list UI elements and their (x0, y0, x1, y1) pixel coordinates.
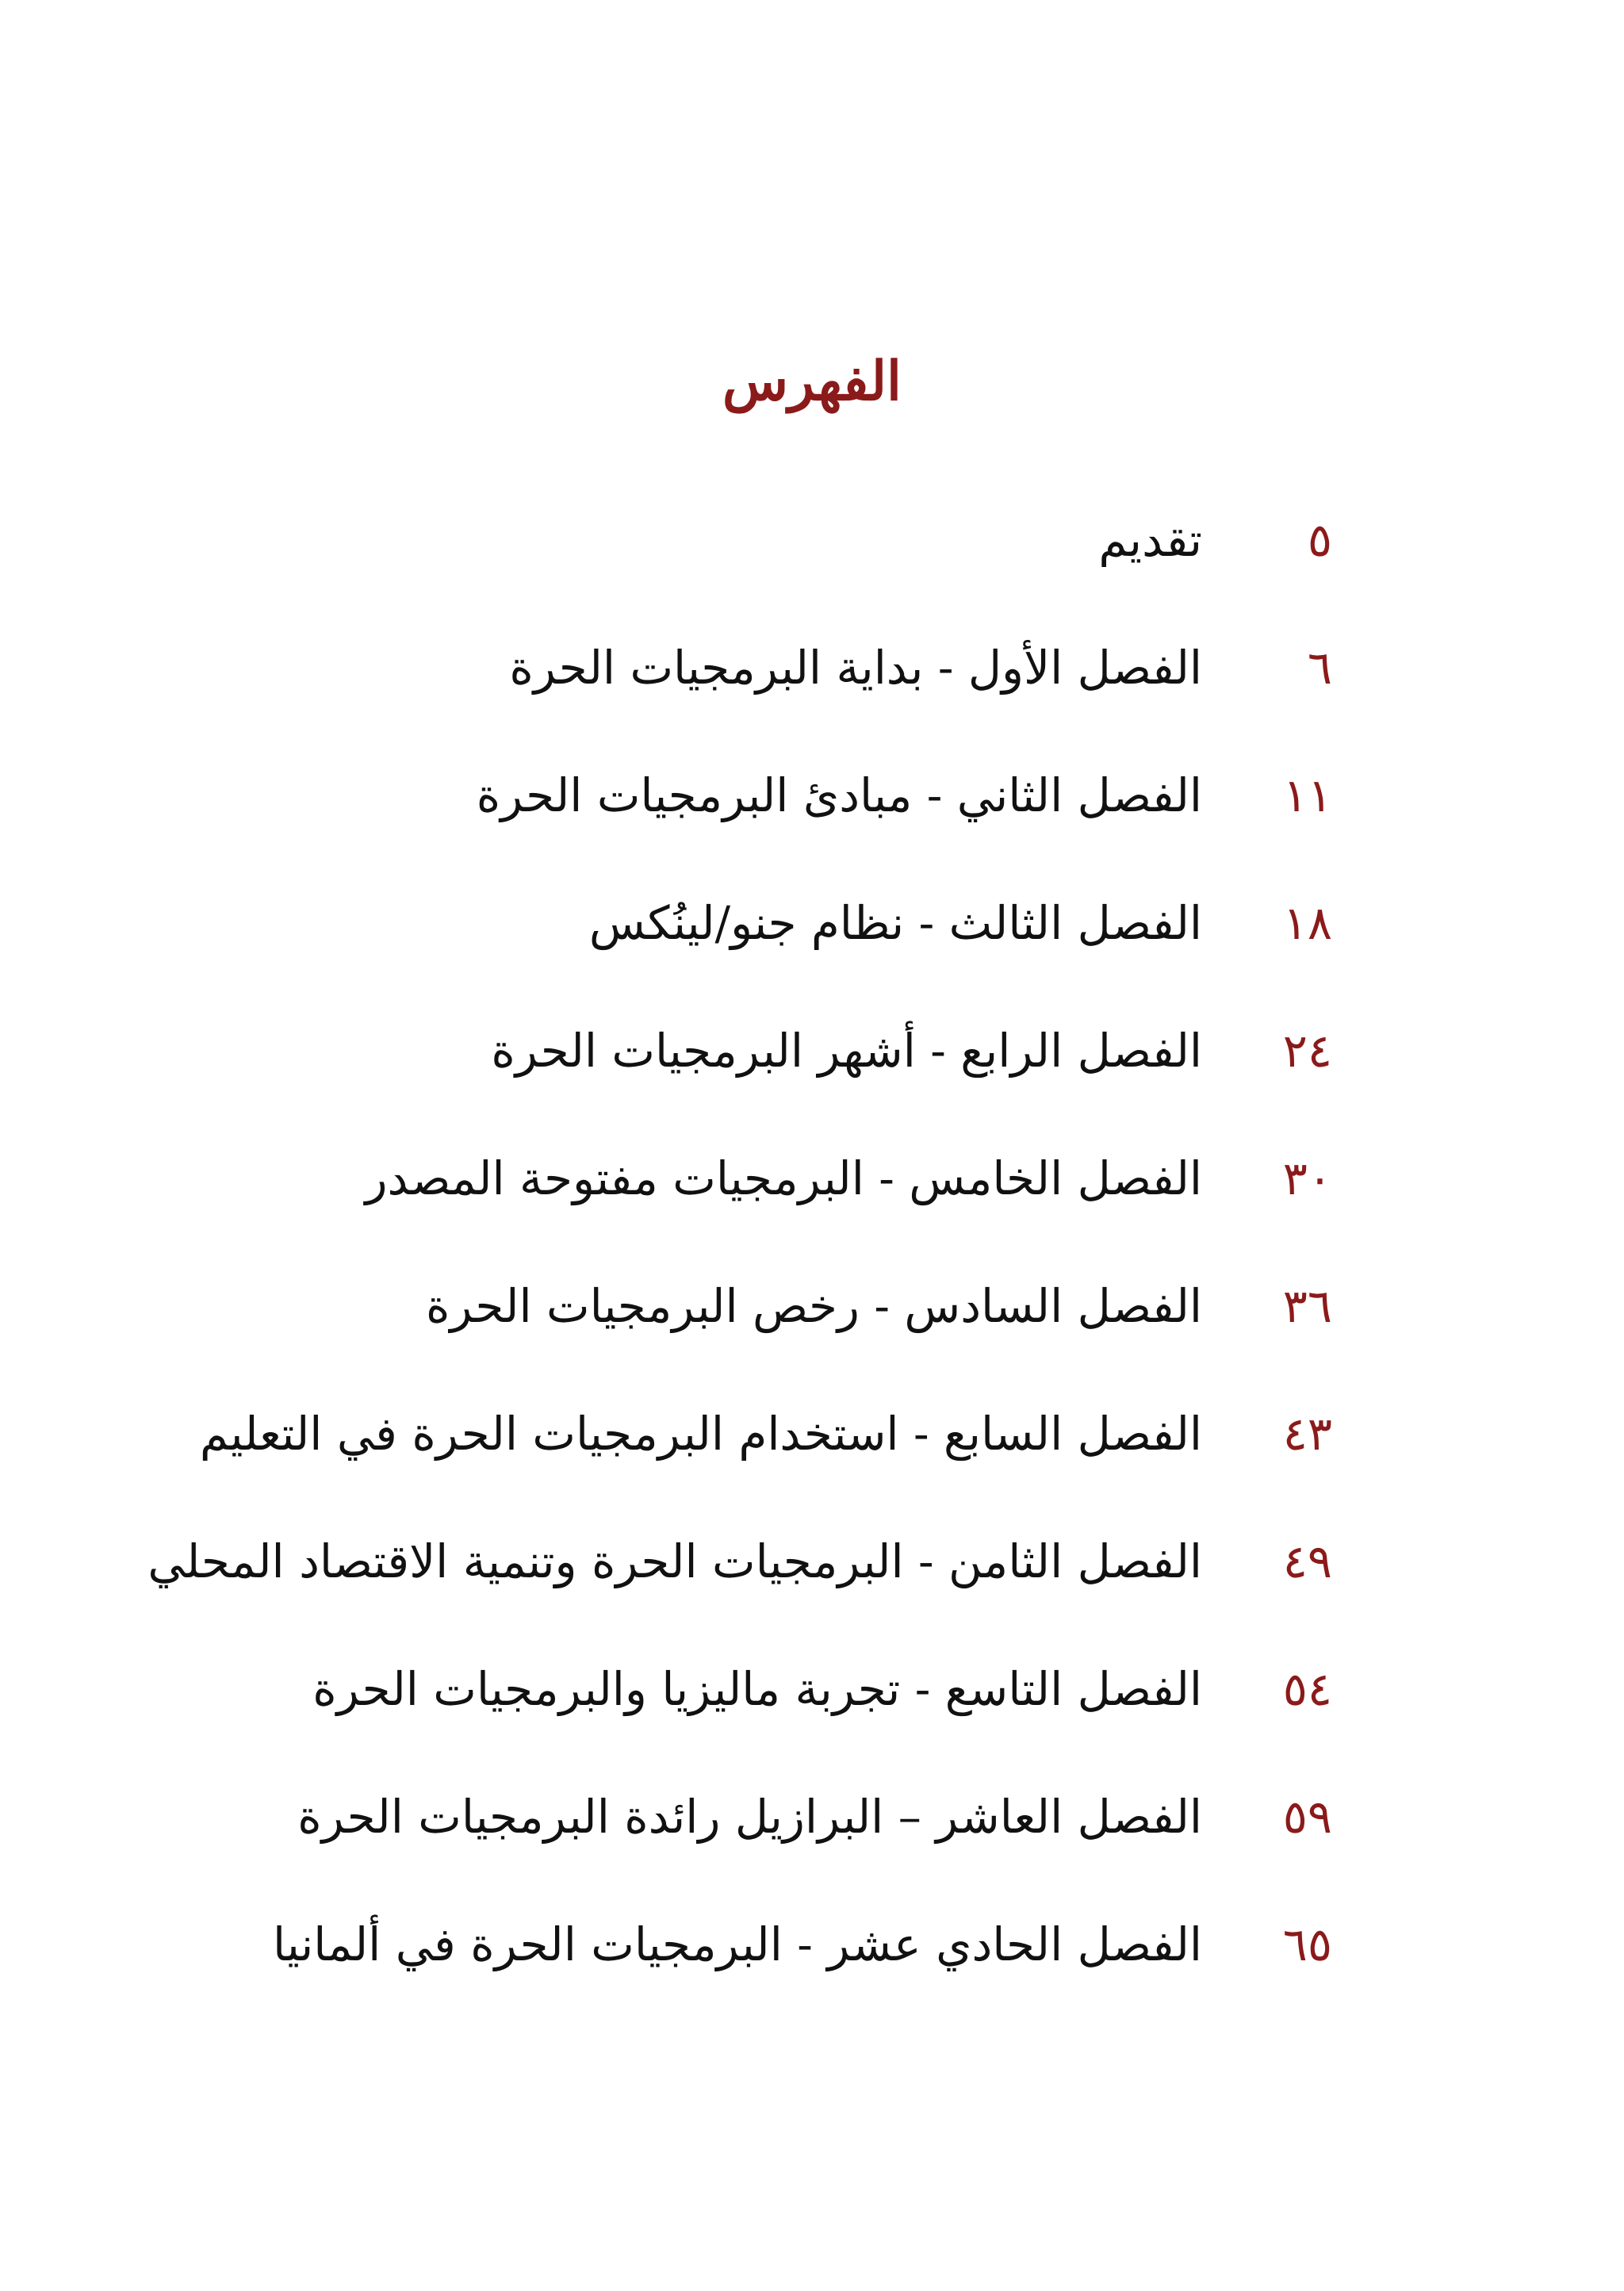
toc-page-number: ٦٥ (1282, 1917, 1332, 1971)
toc-entry-title: الفصل التاسع - تجربة ماليزيا والبرمجيات الحرة (312, 1661, 1202, 1716)
toc-page-number: ١٨ (1282, 895, 1332, 950)
toc-page-number: ٥ (1307, 512, 1332, 567)
toc-entry-title: الفصل السابع - استخدام البرمجيات الحرة في التعليم (199, 1406, 1202, 1461)
toc-entry-title: الفصل العاشر – البرازيل رائدة البرمجيات الحرة (297, 1789, 1202, 1844)
toc-entry (0, 859, 1332, 987)
toc-page-number: ٣٦ (1282, 1278, 1332, 1333)
toc-entry-title: الفصل الخامس - البرمجيات مفتوحة المصدر (365, 1151, 1202, 1205)
toc-entry-title: الفصل الثامن - البرمجيات الحرة وتنمية الاقتصاد المحلي (147, 1534, 1202, 1588)
toc-entry-title: تقديم (1098, 512, 1202, 567)
toc-entry (0, 1370, 1332, 1497)
toc-entry (0, 1497, 1332, 1625)
toc-page-number: ٣٠ (1282, 1151, 1332, 1205)
toc-page-number: ٦ (1307, 640, 1332, 695)
toc-entry-title: الفصل الأول - بداية البرمجيات الحرة (509, 640, 1202, 695)
toc-page-number: ٤٣ (1282, 1406, 1332, 1461)
toc-entry (0, 603, 1332, 731)
toc-entry (0, 1753, 1332, 1880)
toc-entry (0, 1880, 1332, 2008)
toc-entry-title: الفصل السادس - رخص البرمجيات الحرة (425, 1278, 1202, 1333)
toc-page-number: ٥٤ (1282, 1661, 1332, 1716)
toc-entry (0, 476, 1332, 603)
toc-entry-title: الفصل الثالث - نظام جنو/لينُكس (588, 895, 1202, 950)
toc-page-number: ٥٩ (1282, 1789, 1332, 1844)
toc-page-number: ١١ (1282, 768, 1332, 822)
toc-entry-title: الفصل الرابع - أشهر البرمجيات الحرة (491, 1023, 1202, 1078)
toc-page-number: ٢٤ (1282, 1023, 1332, 1078)
toc-entry (0, 1242, 1332, 1370)
toc-entry-title: الفصل الثاني - مبادئ البرمجيات الحرة (476, 768, 1202, 822)
table-of-contents (0, 476, 1332, 2008)
toc-entry (0, 987, 1332, 1114)
toc-entry (0, 731, 1332, 859)
toc-page-number: ٤٩ (1282, 1534, 1332, 1588)
page-title: الفهرس (722, 349, 902, 413)
toc-entry (0, 1625, 1332, 1753)
toc-entry-title: الفصل الحادي عشر - البرمجيات الحرة في ألمانيا (272, 1917, 1202, 1971)
toc-entry (0, 1114, 1332, 1242)
